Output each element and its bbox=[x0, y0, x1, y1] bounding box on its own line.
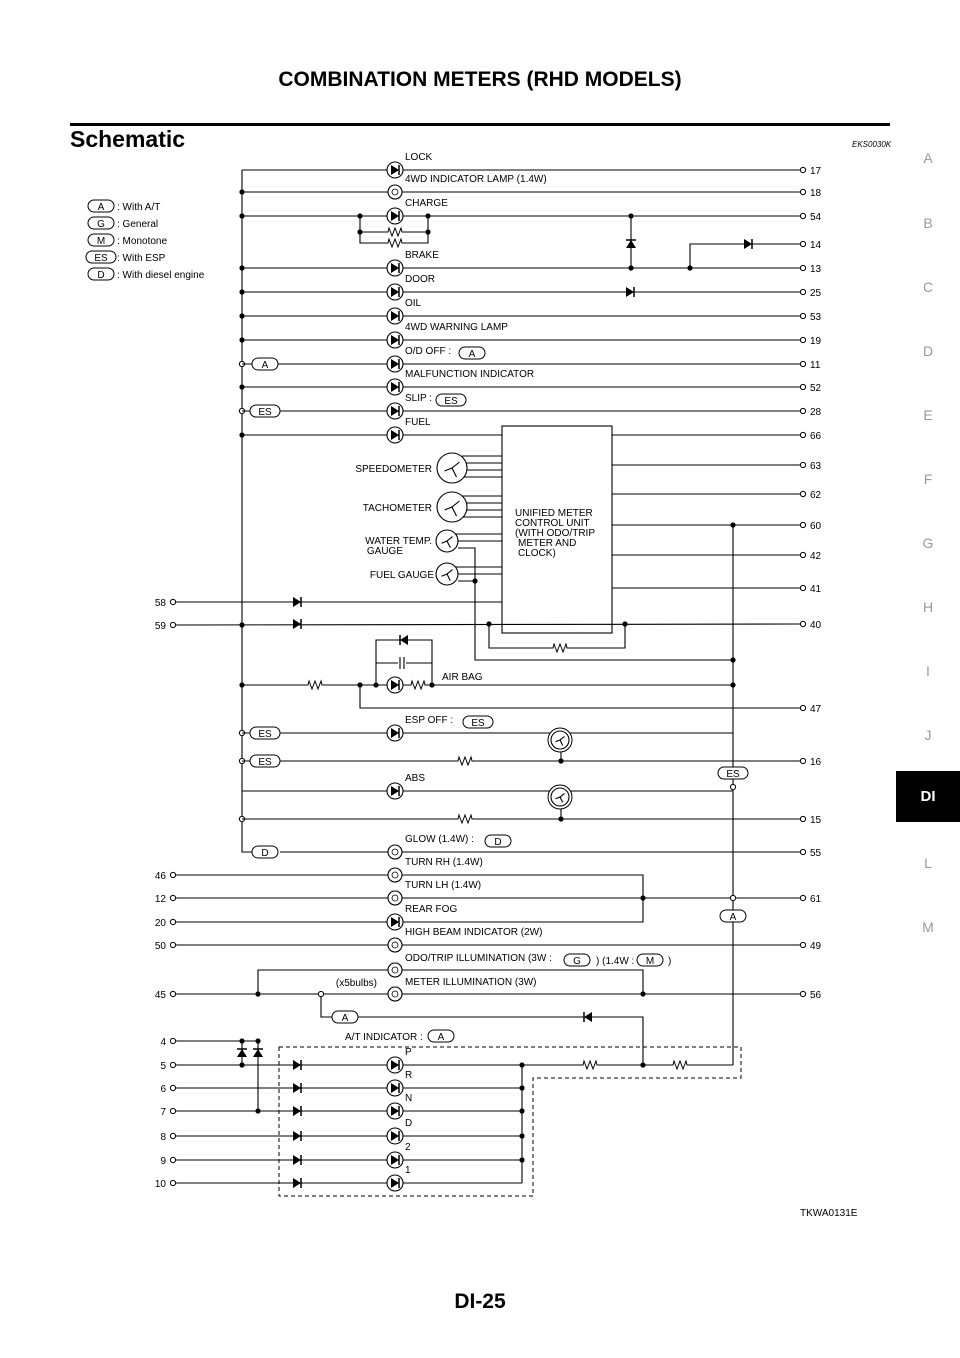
control-unit-label: METER AND bbox=[518, 538, 577, 549]
legend-text: : With A/T bbox=[117, 202, 161, 213]
terminal-label: 59 bbox=[154, 621, 166, 632]
lamp-label-esp-off: ESP OFF : bbox=[405, 715, 454, 726]
diode-body bbox=[293, 597, 301, 607]
bulb-icon bbox=[388, 185, 402, 199]
at-position-label: P bbox=[405, 1047, 412, 1058]
option-badge-label: ES bbox=[471, 718, 485, 729]
junction-dot bbox=[640, 1062, 645, 1067]
diode-body bbox=[293, 1178, 301, 1188]
diode-icon bbox=[293, 619, 301, 629]
terminal bbox=[800, 361, 805, 366]
option-badge-label: M bbox=[96, 236, 106, 247]
terminal-label: 5 bbox=[160, 1061, 166, 1072]
junction-dot bbox=[628, 265, 633, 270]
at-position-label: R bbox=[405, 1070, 413, 1081]
terminal-label: 7 bbox=[160, 1107, 166, 1118]
diode-body bbox=[584, 1012, 592, 1022]
terminal-label: 12 bbox=[154, 894, 166, 905]
terminal bbox=[730, 784, 735, 789]
diode-icon bbox=[744, 239, 752, 249]
section-tab-f[interactable]: F bbox=[923, 471, 933, 487]
control-unit-label: CLOCK) bbox=[518, 548, 556, 559]
option-badge-label: A bbox=[437, 1032, 445, 1043]
terminal bbox=[800, 552, 805, 557]
terminal-label: 25 bbox=[810, 288, 822, 299]
section-tab-b[interactable]: B bbox=[923, 215, 933, 231]
diode-icon bbox=[293, 1178, 301, 1188]
diode-icon bbox=[293, 1131, 301, 1141]
junction-dot bbox=[472, 578, 477, 583]
terminal bbox=[170, 599, 175, 604]
at-position-label: D bbox=[405, 1118, 413, 1129]
terminal-label: 63 bbox=[810, 461, 822, 472]
option-badge-label: ES bbox=[444, 396, 458, 407]
bulb-icon bbox=[388, 987, 402, 1001]
gauge-label: GAUGE bbox=[366, 546, 403, 557]
terminal bbox=[800, 942, 805, 947]
terminal bbox=[800, 895, 805, 900]
terminal bbox=[170, 1038, 175, 1043]
terminal-label: 60 bbox=[810, 521, 822, 532]
terminal bbox=[170, 895, 175, 900]
terminal-label: 61 bbox=[810, 894, 822, 905]
terminal-label: 47 bbox=[810, 704, 822, 715]
junction-dot bbox=[239, 622, 244, 627]
lamp-label-abs: ABS bbox=[405, 773, 426, 784]
option-badge-label: A bbox=[729, 912, 737, 923]
diode-body bbox=[293, 1083, 301, 1093]
terminal-label: 11 bbox=[810, 360, 821, 371]
terminal-label: 13 bbox=[810, 264, 822, 275]
diode-body bbox=[400, 635, 408, 645]
diode-body bbox=[237, 1049, 247, 1057]
terminal-label: 50 bbox=[154, 941, 166, 952]
diode-icon bbox=[237, 1049, 247, 1057]
terminal bbox=[170, 1108, 175, 1113]
diode-body bbox=[744, 239, 752, 249]
lamp-label-oil: OIL bbox=[405, 298, 422, 309]
lamp-label-brake: BRAKE bbox=[405, 250, 439, 261]
control-unit-label: (WITH ODO/TRIP bbox=[515, 528, 595, 539]
at-position-label: 1 bbox=[405, 1165, 411, 1176]
lamp-label-door: DOOR bbox=[405, 274, 435, 285]
legend-text: : With diesel engine bbox=[117, 270, 205, 281]
terminal bbox=[800, 337, 805, 342]
terminal-label: 45 bbox=[154, 990, 166, 1001]
diode-body bbox=[293, 1131, 301, 1141]
diode-icon bbox=[253, 1049, 263, 1057]
terminal bbox=[800, 462, 805, 467]
terminal-label: 41 bbox=[810, 584, 822, 595]
diode-icon bbox=[293, 1155, 301, 1165]
diode-body bbox=[293, 619, 301, 629]
terminal bbox=[800, 491, 805, 496]
option-badge-label: ES bbox=[258, 407, 272, 418]
terminal-label: 4 bbox=[160, 1037, 166, 1048]
diode-icon bbox=[293, 1106, 301, 1116]
lamp-label-turn-rh: TURN RH (1.4W) bbox=[405, 857, 483, 868]
terminal-label: 54 bbox=[810, 212, 822, 223]
option-badge-label: A bbox=[261, 360, 269, 371]
section-tab-di[interactable]: DI bbox=[896, 771, 960, 822]
at-position-label: N bbox=[405, 1093, 413, 1104]
terminal bbox=[170, 1062, 175, 1067]
section-tab-l[interactable]: L bbox=[924, 855, 932, 871]
lamp-label-charge: CHARGE bbox=[405, 198, 448, 209]
junction-dot bbox=[357, 213, 362, 218]
junction-dot bbox=[425, 229, 430, 234]
bulb-count-label: (x5bulbs) bbox=[335, 978, 377, 989]
option-badge-label: D bbox=[494, 837, 502, 848]
section-tab-i[interactable]: I bbox=[926, 663, 930, 679]
terminal-label: 28 bbox=[810, 407, 822, 418]
terminal-label: 20 bbox=[154, 918, 166, 929]
section-title: Schematic bbox=[70, 126, 186, 152]
diode-icon bbox=[293, 1083, 301, 1093]
terminal bbox=[318, 991, 323, 996]
wire bbox=[321, 997, 643, 1065]
option-badge-label: ES bbox=[94, 253, 108, 264]
terminal bbox=[800, 585, 805, 590]
terminal bbox=[800, 313, 805, 318]
terminal-label: 14 bbox=[810, 240, 822, 251]
terminal bbox=[800, 432, 805, 437]
terminal bbox=[800, 189, 805, 194]
terminal bbox=[800, 849, 805, 854]
wire bbox=[176, 1041, 258, 1111]
terminal bbox=[800, 241, 805, 246]
section-tab-h[interactable]: H bbox=[922, 599, 934, 615]
option-badge-label: ES bbox=[258, 757, 272, 768]
diode-body bbox=[626, 287, 634, 297]
section-tab-j[interactable]: J bbox=[924, 727, 932, 743]
junction-dot bbox=[425, 213, 430, 218]
gauge-label: WATER TEMP. bbox=[365, 536, 432, 547]
terminal-label: 58 bbox=[154, 598, 166, 609]
section-tab-c[interactable]: C bbox=[922, 279, 934, 295]
option-badge-label: ES bbox=[258, 729, 272, 740]
bulb-icon bbox=[388, 845, 402, 859]
terminal bbox=[800, 384, 805, 389]
diode-icon bbox=[400, 635, 408, 645]
terminal bbox=[800, 408, 805, 413]
terminal bbox=[800, 265, 805, 270]
lamp-label-turn-lh: TURN LH (1.4W) bbox=[405, 880, 482, 891]
wire bbox=[242, 170, 265, 852]
bulb-icon bbox=[388, 868, 402, 882]
option-badge-label: ES bbox=[726, 769, 740, 780]
odo-label-mid: ) (1.4W : bbox=[596, 956, 635, 967]
terminal bbox=[170, 942, 175, 947]
terminal bbox=[800, 621, 805, 626]
section-tab-d[interactable]: D bbox=[922, 343, 934, 359]
terminal-label: 55 bbox=[810, 848, 822, 859]
lamp-label-slip: SLIP : bbox=[405, 393, 433, 404]
gauge-label: TACHOMETER bbox=[362, 503, 432, 514]
diode-body bbox=[253, 1049, 263, 1057]
lamp-label-glow: GLOW (1.4W) : bbox=[405, 834, 474, 845]
junction-dot bbox=[255, 1038, 260, 1043]
junction-dot bbox=[640, 991, 645, 996]
option-badge-label: A bbox=[341, 1013, 349, 1024]
terminal-label: 42 bbox=[810, 551, 822, 562]
terminal-label: 6 bbox=[160, 1084, 166, 1095]
terminal-label: 62 bbox=[810, 490, 822, 501]
lamp-label-od_off: O/D OFF : bbox=[405, 346, 452, 357]
terminal bbox=[170, 991, 175, 996]
at-indicator-label: A/T INDICATOR : bbox=[345, 1032, 423, 1043]
lamp-label-meter-illum: METER ILLUMINATION (3W) bbox=[405, 977, 537, 988]
diode-icon bbox=[293, 1060, 301, 1070]
page-number: DI-25 bbox=[454, 1290, 506, 1313]
legend-text: : Monotone bbox=[117, 236, 168, 247]
lamp-label-fourwd_warn: 4WD WARNING LAMP bbox=[405, 322, 508, 333]
terminal bbox=[800, 991, 805, 996]
bulb-icon bbox=[388, 963, 402, 977]
section-tab-g[interactable]: G bbox=[922, 535, 934, 551]
odo-label-end: ) bbox=[668, 956, 672, 967]
diode-icon bbox=[584, 1012, 592, 1022]
diode-icon bbox=[626, 240, 636, 248]
terminal-label: 8 bbox=[160, 1132, 166, 1143]
terminal bbox=[800, 758, 805, 763]
junction-dot bbox=[640, 895, 645, 900]
terminal bbox=[800, 213, 805, 218]
terminal-label: 66 bbox=[810, 431, 822, 442]
legend-text: : General bbox=[117, 219, 159, 230]
gauge-label: FUEL GAUGE bbox=[369, 570, 434, 581]
bulb-icon bbox=[388, 891, 402, 905]
terminal bbox=[800, 816, 805, 821]
terminal bbox=[170, 1085, 175, 1090]
section-code: EKS0030K bbox=[852, 140, 892, 149]
terminal bbox=[800, 167, 805, 172]
diode-icon bbox=[626, 287, 634, 297]
option-badge-label: D bbox=[97, 270, 105, 281]
option-badge-label: A bbox=[468, 349, 476, 360]
terminal-label: 19 bbox=[810, 336, 822, 347]
lamp-label-rear-fog: REAR FOG bbox=[405, 904, 458, 915]
terminal bbox=[170, 1180, 175, 1185]
junction-dot bbox=[255, 991, 260, 996]
terminal bbox=[170, 872, 175, 877]
diode-body bbox=[293, 1060, 301, 1070]
option-badge-label: D bbox=[261, 848, 269, 859]
option-badge-label: A bbox=[97, 202, 105, 213]
terminal-label: 56 bbox=[810, 990, 822, 1001]
terminal bbox=[170, 919, 175, 924]
diode-body bbox=[293, 1155, 301, 1165]
terminal-label: 10 bbox=[154, 1179, 166, 1190]
option-badge-label: G bbox=[573, 956, 581, 967]
bulb-icon bbox=[388, 938, 402, 952]
section-tab-a[interactable]: A bbox=[923, 150, 933, 166]
option-badge-label: G bbox=[97, 219, 105, 230]
lamp-label-high-beam: HIGH BEAM INDICATOR (2W) bbox=[405, 927, 543, 938]
terminal bbox=[730, 895, 735, 900]
diode-body bbox=[626, 240, 636, 248]
page-header-title: COMBINATION METERS (RHD MODELS) bbox=[278, 68, 682, 91]
terminal-label: 52 bbox=[810, 383, 822, 394]
control-unit-label: UNIFIED METER bbox=[515, 508, 593, 519]
terminal-label: 15 bbox=[810, 815, 822, 826]
terminal-label: 40 bbox=[810, 620, 822, 631]
control-unit-label: CONTROL UNIT bbox=[515, 518, 590, 529]
section-tab-e[interactable]: E bbox=[923, 407, 933, 423]
figure-id: TKWA0131E bbox=[800, 1208, 858, 1219]
gauge-label: SPEEDOMETER bbox=[355, 464, 432, 475]
legend-text: : With ESP bbox=[117, 253, 166, 264]
junction-dot bbox=[357, 229, 362, 234]
lamp-label-air-bag: AIR BAG bbox=[442, 672, 483, 683]
terminal bbox=[800, 705, 805, 710]
diode-icon bbox=[293, 597, 301, 607]
terminal bbox=[800, 522, 805, 527]
capacitor-bg bbox=[398, 656, 406, 670]
terminal-label: 53 bbox=[810, 312, 822, 323]
junction-dot bbox=[730, 657, 735, 662]
at-position-label: 2 bbox=[405, 1142, 411, 1153]
terminal bbox=[170, 622, 175, 627]
terminal-label: 46 bbox=[154, 871, 166, 882]
section-tab-m[interactable]: M bbox=[922, 919, 934, 935]
terminal-label: 17 bbox=[810, 166, 822, 177]
terminal-label: 49 bbox=[810, 941, 822, 952]
lamp-label-odo-trip: ODO/TRIP ILLUMINATION (3W : bbox=[405, 953, 552, 964]
lamp-label-fuel: FUEL bbox=[405, 417, 431, 428]
lamp-label-malfunction: MALFUNCTION INDICATOR bbox=[405, 369, 535, 380]
diode-body bbox=[293, 1106, 301, 1116]
terminal bbox=[170, 1133, 175, 1138]
terminal-label: 16 bbox=[810, 757, 822, 768]
terminal-label: 9 bbox=[160, 1156, 166, 1167]
option-badge-label: M bbox=[645, 956, 655, 967]
junction-dot bbox=[687, 265, 692, 270]
lamp-label-lock: LOCK bbox=[405, 152, 433, 163]
terminal bbox=[800, 289, 805, 294]
terminal bbox=[170, 1157, 175, 1162]
lamp-label-fourwd_ind: 4WD INDICATOR LAMP (1.4W) bbox=[405, 174, 547, 185]
terminal-label: 18 bbox=[810, 188, 822, 199]
